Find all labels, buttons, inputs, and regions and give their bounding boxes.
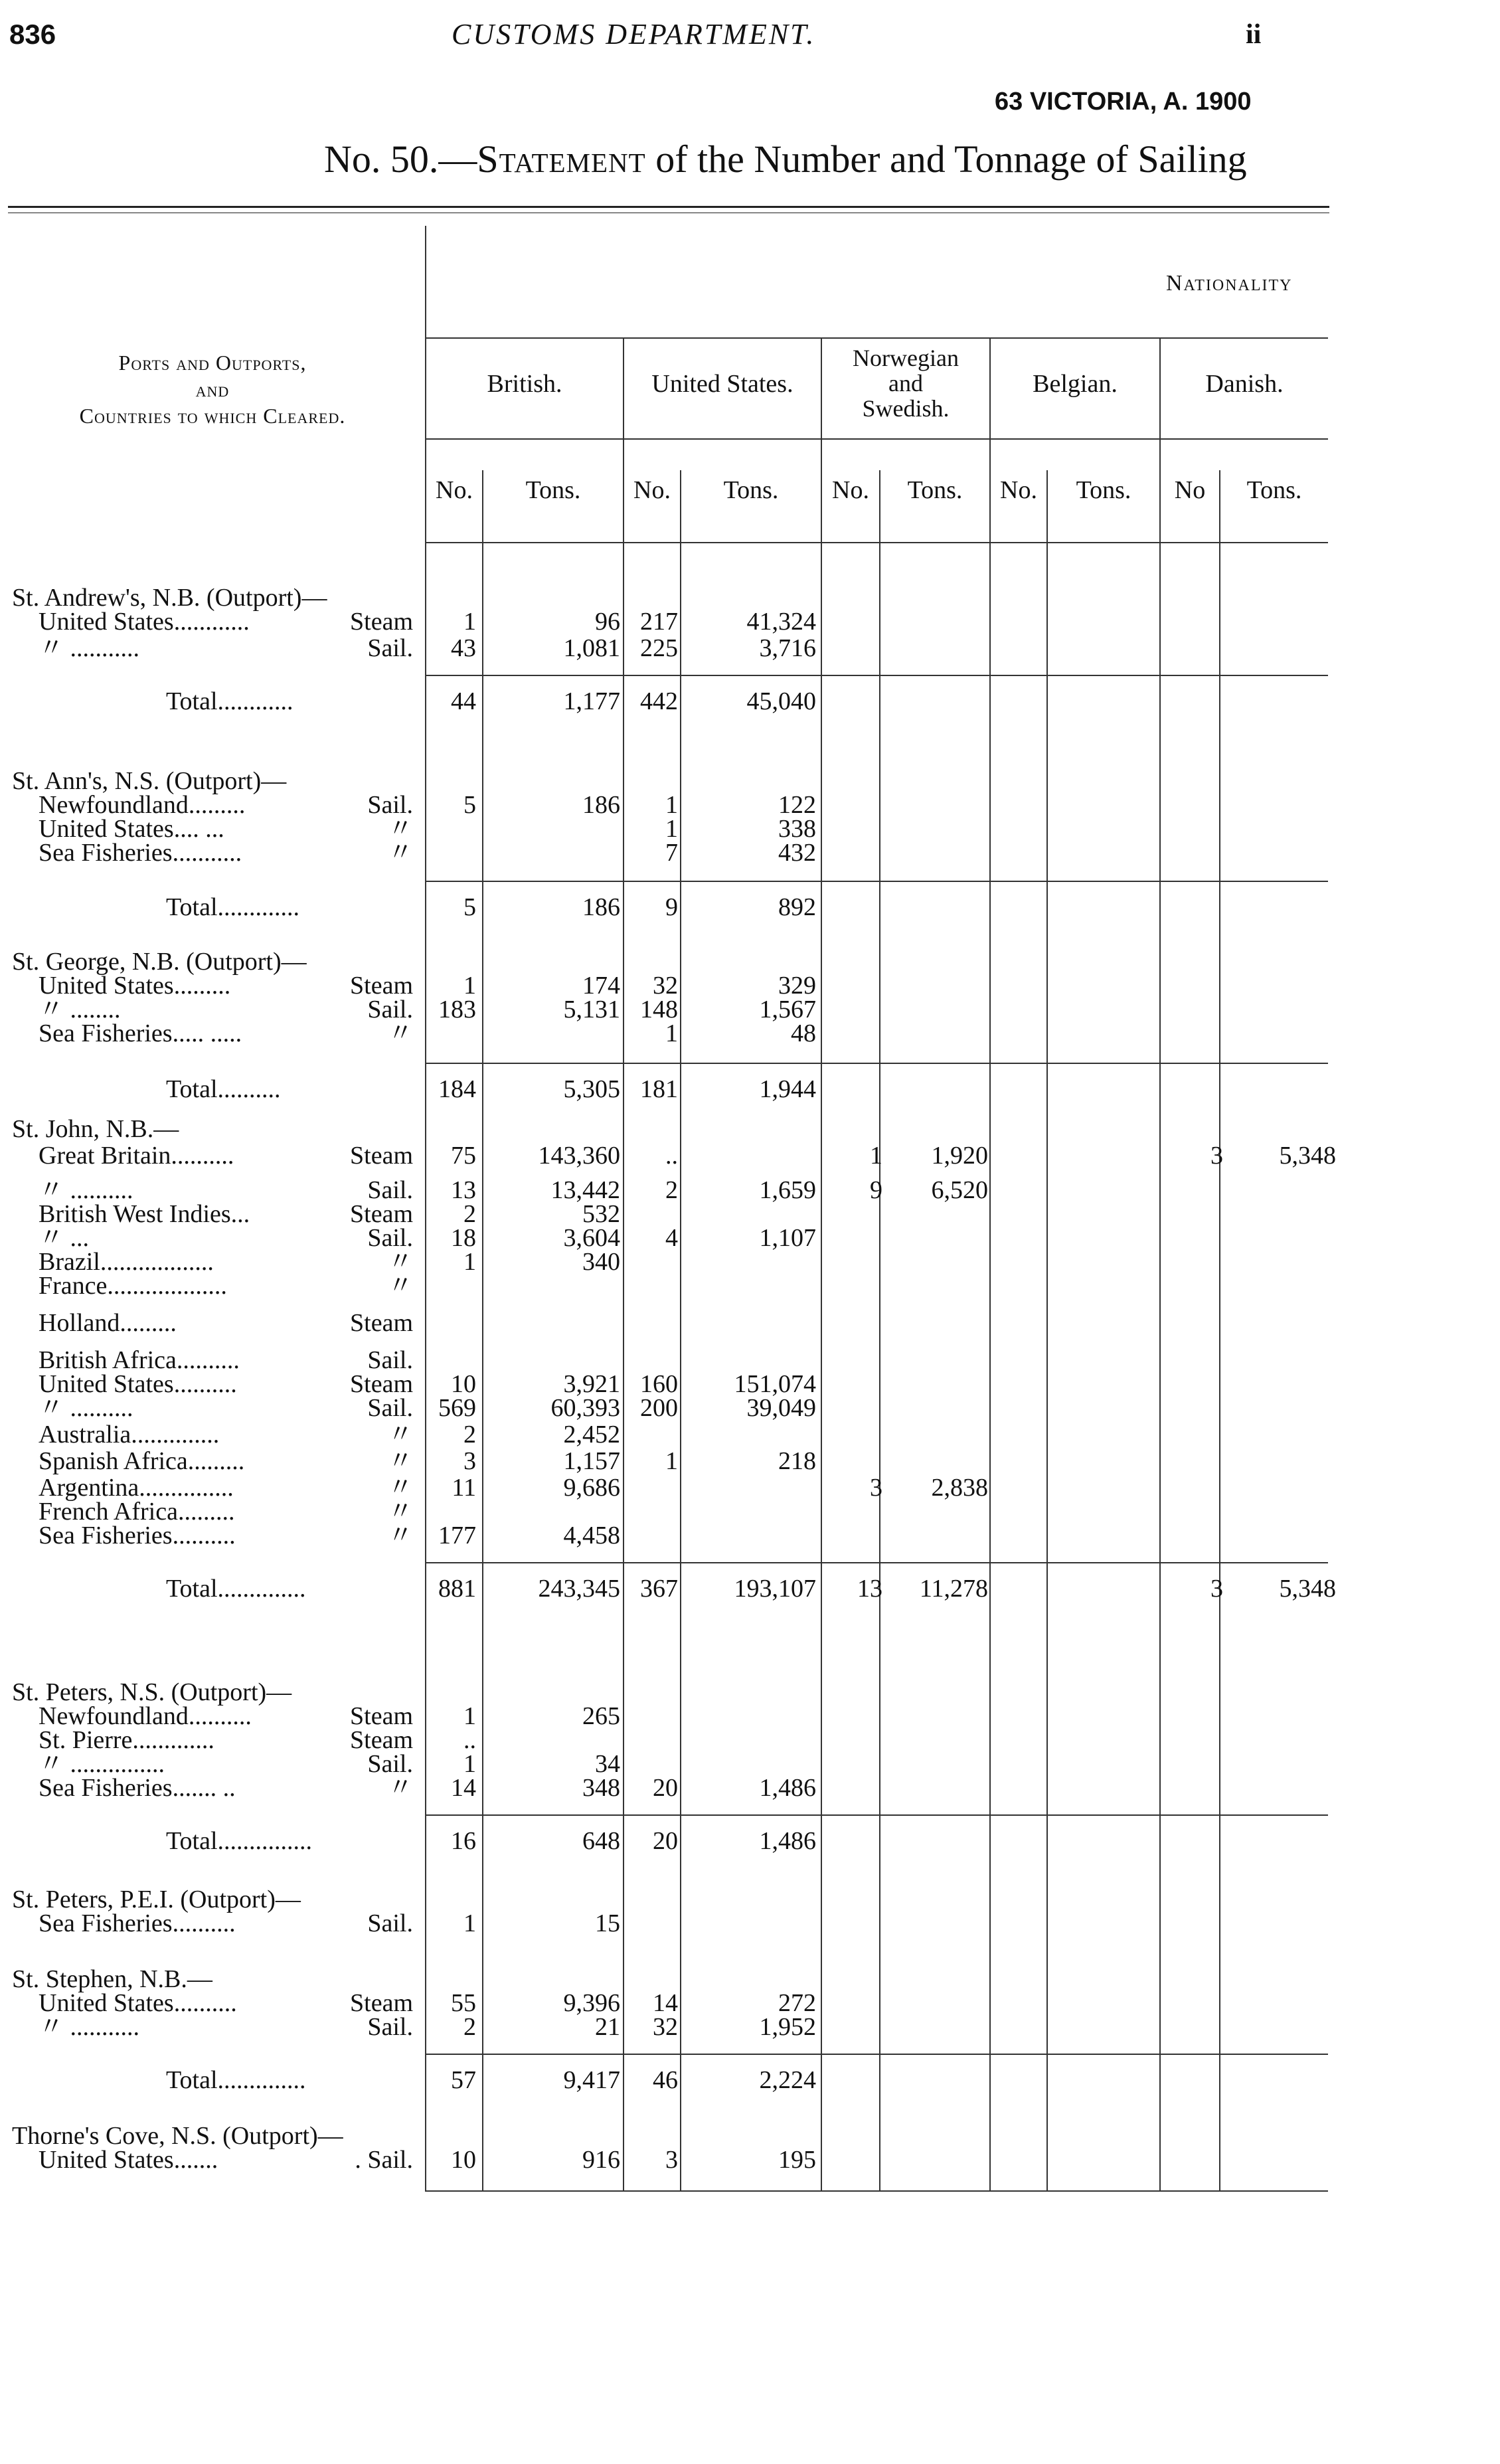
title-rest: of the Number and Tonnage of Sailing [645,137,1247,181]
port-heading-row [0,2123,1500,2149]
us-no-cell: 1 [665,815,678,843]
british-tons-cell: 9,686 [563,1474,620,1502]
british-tons-cell: 13,442 [550,1176,620,1204]
danish-no-header: No [1174,476,1206,504]
british-no-cell: 177 [438,1522,476,1549]
nationality-heading: Nationality [1166,271,1293,296]
us-no-cell: 9 [665,893,678,921]
destination-name: 〃 ........... [39,634,140,662]
total-label: Total............... [166,1827,313,1855]
total-row [0,688,1500,715]
us-no-cell: 181 [640,1075,678,1103]
danish-tons-header: Tons. [1246,476,1302,504]
vessel-type: 〃 [387,815,413,843]
port-heading-row [0,768,1500,794]
us-tons-cell: 193,107 [734,1575,816,1603]
british-tons-cell: 143,360 [538,1142,620,1170]
destination-name: British West Indies... [39,1200,250,1228]
british-no-cell: 55 [451,1989,476,2017]
table-row [0,1703,1500,1729]
us-no-cell: 20 [653,1774,678,1802]
table-row [0,996,1500,1023]
total-rule [426,1063,1328,1064]
vessel-type: Sail. [367,1346,413,1374]
destination-name: United States.......... [39,1370,237,1398]
destination-name: Holland......... [39,1309,177,1337]
total-label: Total............ [166,687,293,715]
british-tons-cell: 9,396 [563,1989,620,2017]
us-no-cell: 1 [665,1019,678,1047]
norwegian-tons-cell: 6,520 [931,1176,988,1204]
us-tons-header: Tons. [723,476,779,504]
british-no-cell: 75 [451,1142,476,1170]
total-label: Total.......... [166,1075,281,1103]
stub-heading-line-2: and [195,377,230,401]
danish-no-cell: 3 [1210,1142,1223,1170]
destination-name: Argentina............... [39,1474,234,1502]
destination-name: Brazil.................. [39,1248,214,1276]
port-name: St. George, N.B. (Outport)— [12,948,307,976]
vessel-type: . Sail. [355,2146,413,2174]
british-no-cell: 569 [438,1394,476,1422]
us-no-cell: 20 [653,1827,678,1855]
british-no-cell: 10 [451,1370,476,1398]
british-tons-cell: 648 [582,1827,620,1855]
british-tons-cell: 96 [595,608,620,636]
destination-name: 〃 .......... [39,1176,133,1204]
norwegian-tons-cell: 2,838 [931,1474,988,1502]
us-no-cell: 200 [640,1394,678,1422]
us-tons-cell: 329 [778,972,816,1000]
norwegian-swedish-header [822,345,989,421]
us-no-cell: 32 [653,972,678,1000]
british-tons-cell: 532 [582,1200,620,1228]
british-tons-cell: 4,458 [563,1522,620,1549]
total-label: Total............. [166,893,300,921]
table-row [0,1395,1500,1421]
destination-name: United States.......... [39,1989,237,2017]
table-row [0,972,1500,999]
table-row [0,816,1500,842]
total-rule [426,1814,1328,1816]
destination-name: St. Pierre............. [39,1726,214,1754]
stub-heading-line-3: Countries to which Cleared. [79,404,346,428]
british-tons-cell: 1,081 [563,634,620,662]
british-no-cell: 43 [451,634,476,662]
us-tons-cell: 1,486 [759,1827,816,1855]
title-number: No. 50.— [324,137,477,181]
title-statement: Statement [477,137,646,181]
us-tons-cell: 1,659 [759,1176,816,1204]
british-tons-cell: 348 [582,1774,620,1802]
us-tons-cell: 41,324 [746,608,816,636]
destination-name: Sea Fisheries.......... [39,1522,236,1549]
british-tons-cell: 916 [582,2146,620,2174]
port-heading-row [0,1116,1500,1142]
vessel-type: Steam [350,1200,413,1228]
vessel-type: Steam [350,1989,413,2017]
british-tons-cell: 1,177 [563,687,620,715]
page-title [324,137,1247,181]
danish-no-cell: 3 [1210,1575,1223,1603]
subheader-rule [426,438,1328,440]
us-no-cell: 32 [653,2013,678,2041]
port-name: St. Stephen, N.B.— [12,1965,212,1993]
port-heading-row [0,948,1500,975]
port-name: St. Ann's, N.S. (Outport)— [12,767,287,795]
vessel-type: Steam [350,972,413,1000]
british-tons-cell: 186 [582,893,620,921]
header-bottom-rule [426,542,1328,543]
british-no-cell: 14 [451,1774,476,1802]
vessel-type: Sail. [367,634,413,662]
running-head: CUSTOMS DEPARTMENT. [452,18,816,50]
table-row [0,1727,1500,1753]
vessel-type: Steam [350,1309,413,1337]
british-tons-cell: 2,452 [563,1421,620,1449]
table-row [0,1910,1500,1937]
us-no-cell: 7 [665,839,678,867]
table-row [0,2014,1500,2040]
vessel-type: 〃 [387,1522,413,1549]
us-no-cell: 148 [640,996,678,1023]
port-name: St. Peters, N.S. (Outport)— [12,1678,292,1706]
table-row [0,1775,1500,1801]
table-row [0,1020,1500,1047]
destination-name: French Africa......... [39,1498,235,1526]
british-no-cell: 57 [451,2066,476,2094]
port-heading-row [0,1886,1500,1913]
destination-name: Newfoundland.......... [39,1702,252,1730]
british-tons-header: Tons. [525,476,581,504]
destination-name: Newfoundland......... [39,791,246,819]
table-row [0,2147,1500,2173]
vessel-type: Steam [350,1142,413,1170]
us-tons-cell: 39,049 [746,1394,816,1422]
page-header [0,0,1500,239]
vessel-type: 〃 [387,1272,413,1300]
norwegian-no-cell: 9 [870,1176,882,1204]
table-row [0,1249,1500,1275]
total-row [0,1575,1500,1602]
nationality-rule [426,337,1328,339]
british-no-cell: 1 [463,608,476,636]
port-name: St. Peters, P.E.I. (Outport)— [12,1886,301,1913]
british-tons-cell: 60,393 [550,1394,620,1422]
british-tons-cell: 34 [595,1750,620,1778]
total-row [0,1076,1500,1102]
vessel-type: Sail. [367,1394,413,1422]
british-tons-cell: 3,921 [563,1370,620,1398]
total-label: Total.............. [166,2066,306,2094]
stub-heading-line-1: Ports and Outports, [118,351,307,375]
vessel-type: Steam [350,1726,413,1754]
norwegian-tons-cell: 11,278 [919,1575,988,1603]
vessel-type: 〃 [387,1248,413,1276]
vessel-type: Sail. [367,2013,413,2041]
vessel-type: 〃 [387,1421,413,1449]
destination-name: United States....... [39,2146,218,2174]
destination-name: France................... [39,1272,227,1300]
british-no-cell: 5 [463,893,476,921]
us-no-cell: 4 [665,1224,678,1252]
us-tons-cell: 432 [778,839,816,867]
table-row [0,839,1500,866]
british-no-cell: 1 [463,1248,476,1276]
vessel-type: Sail. [367,996,413,1023]
table-row [0,1498,1500,1525]
vessel-type: 〃 [387,839,413,867]
port-name: St. Andrew's, N.B. (Outport)— [12,584,327,612]
port-heading-row [0,584,1500,611]
norwegian-tons-cell: 1,920 [931,1142,988,1170]
table-row [0,792,1500,818]
british-tons-cell: 3,604 [563,1224,620,1252]
danish-tons-cell: 5,348 [1279,1575,1336,1603]
british-no-header: No. [436,476,473,504]
vessel-type: Sail. [367,1750,413,1778]
norwegian-header-line-3: Swedish. [862,395,950,422]
us-no-cell: 14 [653,1989,678,2017]
destination-name: Sea Fisheries....... .. [39,1774,236,1802]
destination-name: Sea Fisheries..... ..... [39,1019,242,1047]
british-no-cell: 44 [451,687,476,715]
belgian-header: Belgian. [1033,370,1118,398]
norwegian-header-line-1: Norwegian [853,345,959,371]
us-no-cell: 225 [640,634,678,662]
table-row [0,608,1500,635]
british-tons-cell: 340 [582,1248,620,1276]
norwegian-no-header: No. [832,476,869,504]
vessel-type: Steam [350,608,413,636]
table-row [0,635,1500,661]
british-tons-cell: 5,131 [563,996,620,1023]
british-tons-cell: 9,417 [563,2066,620,2094]
destination-name: Great Britain.......... [39,1142,234,1170]
us-tons-cell: 272 [778,1989,816,2017]
us-tons-cell: 338 [778,815,816,843]
us-no-cell: 1 [665,1447,678,1475]
destination-name: 〃 ............... [39,1750,165,1778]
vessel-type: Sail. [367,1224,413,1252]
british-no-cell: 1 [463,1750,476,1778]
port-name: St. John, N.B.— [12,1115,179,1143]
us-tons-cell: 48 [791,1019,816,1047]
table-row [0,1142,1500,1169]
british-tons-cell: 265 [582,1702,620,1730]
vessel-type: Sail. [367,791,413,819]
table-row [0,1751,1500,1777]
total-rule [426,1562,1328,1563]
total-row [0,1828,1500,1854]
british-no-cell: 1 [463,1702,476,1730]
norwegian-no-cell: 3 [870,1474,882,1502]
total-label: Total.............. [166,1575,306,1603]
us-tons-cell: 195 [778,2146,816,2174]
destination-name: Australia.............. [39,1421,220,1449]
page-number: 836 [9,19,56,50]
us-tons-cell: 1,944 [759,1075,816,1103]
table-row [0,1448,1500,1474]
british-tons-cell: 243,345 [538,1575,620,1603]
british-no-cell: 881 [438,1575,476,1603]
vessel-type: 〃 [387,1474,413,1502]
table-bottom-rule [426,2190,1328,2192]
destination-name: British Africa.......... [39,1346,240,1374]
us-no-cell: 3 [665,2146,678,2174]
table-row [0,1371,1500,1397]
british-tons-cell: 15 [595,1909,620,1937]
destination-name: Sea Fisheries........... [39,839,242,867]
norwegian-header-line-2: and [888,370,923,396]
stub-heading [9,349,416,429]
us-no-cell: 2 [665,1176,678,1204]
table-row [0,1310,1500,1336]
british-no-cell: 18 [451,1224,476,1252]
table-row [0,1421,1500,1448]
us-no-cell: 217 [640,608,678,636]
danish-tons-cell: 5,348 [1279,1142,1336,1170]
british-no-cell: 10 [451,2146,476,2174]
table-row [0,1225,1500,1251]
table-row [0,1522,1500,1549]
us-tons-cell: 1,567 [759,996,816,1023]
destination-name: United States............ [39,608,250,636]
norwegian-tons-header: Tons. [907,476,963,504]
british-no-cell: 1 [463,972,476,1000]
vessel-type: 〃 [387,1774,413,1802]
british-tons-cell: 21 [595,2013,620,2041]
table-row [0,1347,1500,1373]
us-tons-cell: 892 [778,893,816,921]
vessel-type: 〃 [387,1447,413,1475]
port-heading-row [0,1966,1500,1992]
british-no-cell: 5 [463,791,476,819]
vessel-type: Steam [350,1702,413,1730]
us-no-header: No. [633,476,671,504]
belgian-no-header: No. [1000,476,1037,504]
united-states-header: United States. [651,370,793,398]
table-row [0,1273,1500,1299]
british-header: British. [487,370,562,398]
british-tons-cell: 186 [582,791,620,819]
british-no-cell: 3 [463,1447,476,1475]
british-tons-cell: 1,157 [563,1447,620,1475]
british-no-cell: 184 [438,1075,476,1103]
us-tons-cell: 45,040 [746,687,816,715]
total-rule [426,881,1328,882]
us-no-cell: 46 [653,2066,678,2094]
us-no-cell: 367 [640,1575,678,1603]
british-no-cell: 1 [463,1909,476,1937]
session-label: 63 VICTORIA, A. 1900 [995,88,1252,116]
destination-name: United States.... ... [39,815,224,843]
port-name: Thorne's Cove, N.S. (Outport)— [12,2122,343,2150]
volume-number: ii [1246,19,1262,50]
table-row [0,1177,1500,1203]
us-tons-cell: 122 [778,791,816,819]
destination-name: 〃 ........ [39,996,121,1023]
british-no-cell: 2 [463,1200,476,1228]
destination-name: United States......... [39,972,231,1000]
british-no-cell: 16 [451,1827,476,1855]
vessel-type: 〃 [387,1019,413,1047]
us-tons-cell: 218 [778,1447,816,1475]
british-no-cell: .. [463,1726,476,1754]
port-heading-row [0,1679,1500,1706]
us-tons-cell: 1,107 [759,1224,816,1252]
danish-header: Danish. [1205,370,1284,398]
destination-name: Sea Fisheries.......... [39,1909,236,1937]
table-row [0,1474,1500,1501]
british-tons-cell: 5,305 [563,1075,620,1103]
norwegian-no-cell: 1 [870,1142,882,1170]
destination-name: 〃 ... [39,1224,90,1252]
british-no-cell: 13 [451,1176,476,1204]
destination-name: 〃 ........... [39,2013,140,2041]
us-no-cell: 160 [640,1370,678,1398]
vessel-type: Steam [350,1370,413,1398]
us-tons-cell: 2,224 [759,2066,816,2094]
us-no-cell: 1 [665,791,678,819]
destination-name: 〃 .......... [39,1394,133,1422]
british-tons-cell: 174 [582,972,620,1000]
belgian-tons-header: Tons. [1076,476,1131,504]
british-no-cell: 183 [438,996,476,1023]
us-no-cell: 442 [640,687,678,715]
british-no-cell: 2 [463,1421,476,1449]
us-tons-cell: 3,716 [759,634,816,662]
table-row [0,1201,1500,1227]
british-no-cell: 11 [452,1474,476,1502]
total-row [0,894,1500,921]
total-rule [426,675,1328,676]
us-tons-cell: 1,486 [759,1774,816,1802]
table-row [0,1990,1500,2016]
us-tons-cell: 1,952 [759,2013,816,2041]
us-no-cell: .. [665,1142,678,1170]
norwegian-no-cell: 13 [857,1575,882,1603]
us-tons-cell: 151,074 [734,1370,816,1398]
vessel-type: Sail. [367,1176,413,1204]
vessel-type: 〃 [387,1498,413,1526]
total-row [0,2067,1500,2093]
total-rule [426,2054,1328,2055]
vessel-type: Sail. [367,1909,413,1937]
destination-name: Spanish Africa......... [39,1447,245,1475]
british-no-cell: 2 [463,2013,476,2041]
title-rule-thick [8,206,1329,208]
